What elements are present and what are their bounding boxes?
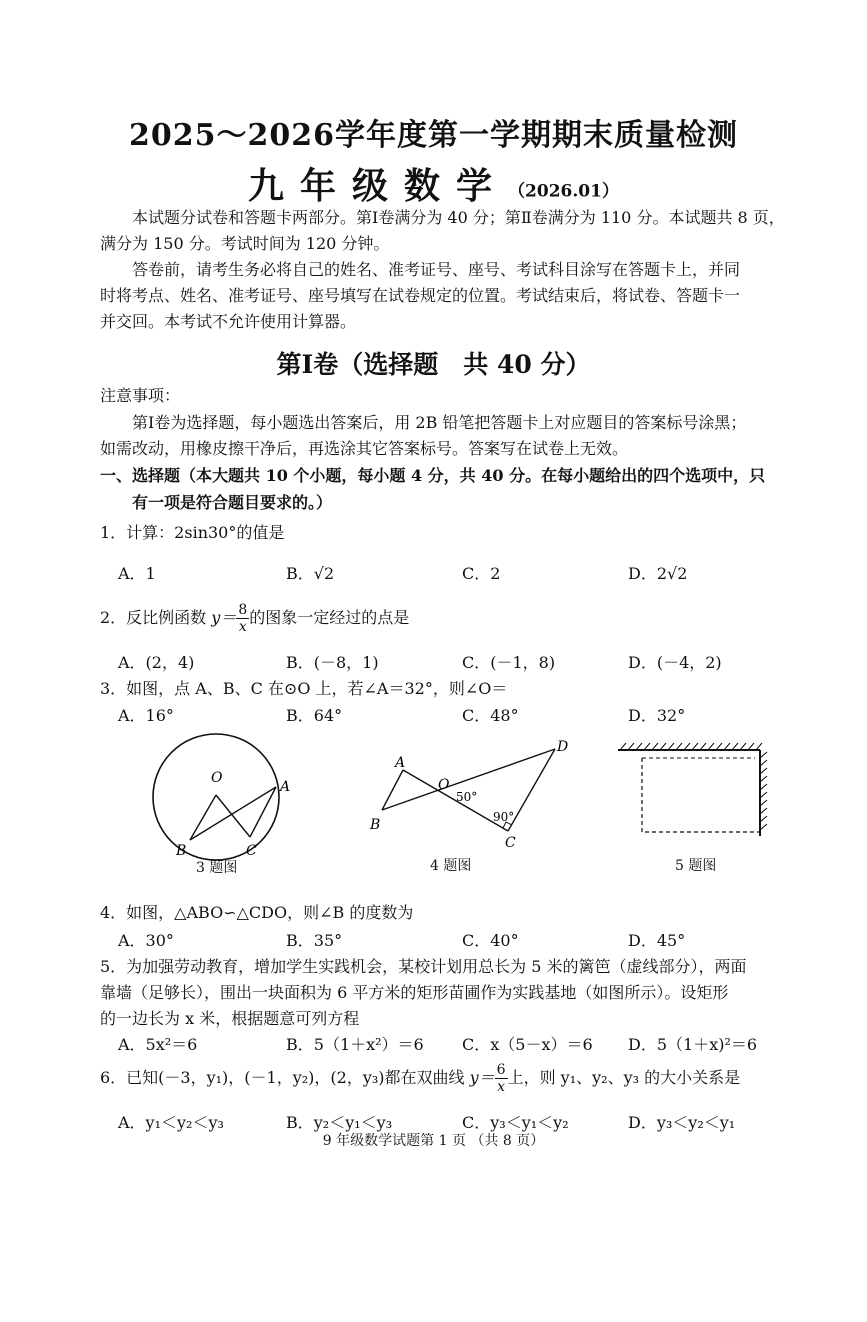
- intro-line-1: 本试题分试卷和答题卡两部分。第Ⅰ卷满分为 40 分；第Ⅱ卷满分为 110 分。本试题共 8 页，: [132, 208, 785, 227]
- fig3-label-c: C: [246, 843, 257, 859]
- q3-option-a: A．16°: [118, 706, 174, 725]
- figure-3: [150, 725, 300, 875]
- q5-option-c: C．x（5－x）＝6: [462, 1035, 593, 1054]
- q4-option-b: B．35°: [286, 931, 343, 950]
- q5-option-d: D．5（1＋x)²＝6: [628, 1035, 758, 1054]
- notice-line-1: 第Ⅰ卷为选择题，每小题选出答案后，用 2B 铅笔把答题卡上对应题目的答案标号涂黑；: [132, 413, 747, 432]
- fig3-label-b: B: [176, 843, 187, 859]
- exam-date: （2026.01）: [508, 181, 619, 202]
- subject-title: [0, 158, 867, 209]
- q4-option-a: A．30°: [118, 931, 174, 950]
- intro-line-3: 答卷前，请考生务必将自己的姓名、准考证号、座号、考试科目涂写在答题卡上，并同: [132, 260, 741, 279]
- q4-option-c: C．40°: [462, 931, 519, 950]
- section-title: 第Ⅰ卷（选择题 共 40 分）: [276, 350, 591, 379]
- q6-option-d: D．y₃＜y₂＜y₁: [628, 1113, 736, 1132]
- fig4-angle-90: 90°: [493, 810, 515, 824]
- q1-option-d: D．2√2: [628, 564, 688, 583]
- notice-label: 注意事项：: [100, 386, 181, 405]
- fig5-top-hatching: [620, 743, 762, 750]
- q5-stem-line-3: 的一边长为 x 米，根据题意可列方程: [100, 1009, 360, 1028]
- q5-stem-line-2: 靠墙（足够长），围出一块面积为 6 平方米的矩形苗圃作为实践基地（如图所示）。设矩形: [100, 983, 729, 1002]
- q6-option-a: A．y₁＜y₂＜y₃: [118, 1113, 224, 1132]
- q3-option-c: C．48°: [462, 706, 519, 725]
- q5-stem-line-1: 5．为加强劳动教育，增加学生实践机会，某校计划用总长为 5 米的篱笆（虚线部分），两面: [100, 957, 747, 976]
- q1-option-c: C．2: [462, 564, 501, 583]
- fig3-label-o: O: [211, 770, 223, 786]
- q3-option-d: D．32°: [628, 706, 686, 725]
- q2-option-c: C．(－1，8): [462, 653, 556, 672]
- fig5-caption: 5 题图: [675, 858, 717, 874]
- fig4-label-b: B: [370, 817, 381, 833]
- q6-stem: 6．已知(－3，y₁)，(－1，y₂)，(2，y₃)都在双曲线 y＝ $\frac{6}{x}$ 上，则 y₁、y₂、y₃ 的大小关系是: [100, 1062, 741, 1095]
- fig3-seg-ab: [190, 787, 276, 840]
- q4-option-d: D．45°: [628, 931, 686, 950]
- q2-option-a: A．(2，4): [118, 653, 195, 672]
- q2-stem: 2．反比例函数 y＝ $\frac{8}{x}$ 的图象一定经过的点是: [100, 602, 410, 635]
- fig5-right-hatching: [760, 752, 767, 830]
- fig3-caption: 3 题图: [196, 860, 238, 876]
- fig4-label-a: A: [395, 755, 406, 771]
- fig5-fence-dashed: [642, 758, 760, 832]
- q5-option-a: A．5x²＝6: [118, 1035, 198, 1054]
- q2-option-b: B．(－8，1): [286, 653, 379, 672]
- q6-option-c: C．y₃＜y₁＜y₂: [462, 1113, 569, 1132]
- subject-name: 九年级数学: [248, 165, 509, 207]
- fig4-angle-50: 50°: [456, 790, 478, 804]
- fig4-label-d: D: [557, 739, 569, 755]
- q5-option-b: B．5（1＋x²）＝6: [286, 1035, 424, 1054]
- q1-option-a: A．1: [118, 564, 156, 583]
- q1-option-b-radical: √2: [313, 564, 335, 583]
- figure-5: [610, 738, 770, 838]
- notice-line-2: 如需改动，用橡皮擦干净后，再选涂其它答案标号。答案写在试卷上无效。: [100, 439, 629, 458]
- q1-option-d-radical: √2: [667, 564, 688, 583]
- q3-stem: 3．如图，点 A、B、C 在⊙O 上，若∠A＝32°，则∠O＝: [100, 679, 508, 698]
- part-title-line-1: 一、选择题（本大题共 10 个小题，每小题 4 分，共 40 分。在每小题给出的四个选项中，只: [100, 466, 766, 485]
- fig3-seg-ob: [190, 795, 216, 840]
- exam-title: 2025～2026学年度第一学期期末质量检测: [129, 118, 738, 153]
- q4-stem: 4．如图，△ABO∽△CDO，则∠B 的度数为: [100, 903, 414, 922]
- figure-4: [365, 735, 580, 855]
- fig3-label-a: A: [280, 779, 291, 795]
- fig4-label-o: O: [438, 777, 450, 793]
- q6-fraction: $\frac{6}{x}$: [496, 1062, 506, 1095]
- q3-option-b: B．64°: [286, 706, 343, 725]
- q2-option-d: D．(－4，2): [628, 653, 722, 672]
- part-title-line-2: 有一项是符合题目要求的。）: [132, 493, 333, 512]
- q1-option-b: B．√2: [286, 564, 335, 583]
- q6-option-b: B．y₂＜y₁＜y₃: [286, 1113, 393, 1132]
- intro-line-4: 时将考点、姓名、准考证号、座号填写在试卷规定的位置。考试结束后，将试卷、答题卡一: [100, 286, 741, 305]
- fig3-seg-oc: [216, 795, 250, 837]
- fig4-seg-dc: [508, 749, 555, 831]
- fig4-label-c: C: [505, 835, 516, 851]
- page-footer: 9 年级数学试题第 1 页 （共 8 页）: [322, 1133, 545, 1149]
- intro-line-5: 并交回。本考试不允许使用计算器。: [100, 312, 357, 331]
- q1-stem: 1．计算：2sin30°的值是: [100, 523, 285, 542]
- fig4-caption: 4 题图: [430, 858, 472, 874]
- q2-fraction: $\frac{8}{x}$: [238, 602, 248, 635]
- intro-line-2: 满分为 150 分。考试时间为 120 分钟。: [100, 234, 390, 253]
